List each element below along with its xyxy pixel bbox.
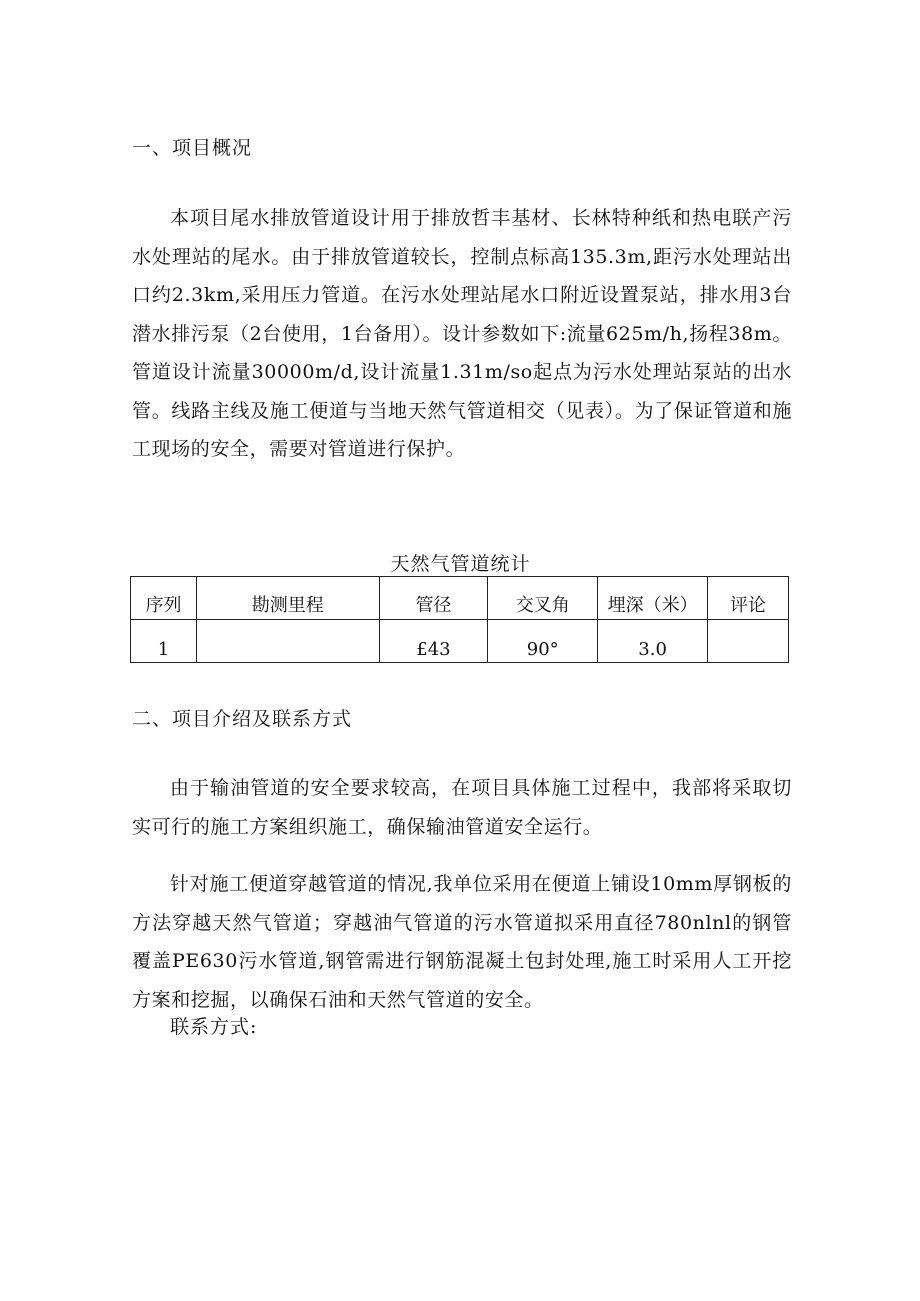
header-cell-index: 序列 <box>131 577 197 620</box>
cell-index: 1 <box>131 620 197 663</box>
header-cell-diameter: 管径 <box>379 577 488 620</box>
cell-comment <box>708 620 789 663</box>
header-cell-mileage: 勘测里程 <box>196 577 379 620</box>
section-2-paragraph-1: 由于输油管道的安全要求较高，在项目具体施工过程中，我部将采取切实可行的施工方案组织施工，确保输油管道安全运行。 <box>132 777 792 838</box>
section-1-paragraph: 本项目尾水排放管道设计用于排放哲丰基材、长林特种纸和热电联产污水处理站的尾水。由于排放管道较长，控制点标高135.3m,距污水处理站出口约2.3km,采用压力管道。在污水处理站尾水口附近设置泵站，排水用3台潜水排污泵（2台使用，1台备用）。设计参数如下:流量625m/h,扬程38m。管道设计流量30000m/d,设计流量1.31m/so起点为污水处理站泵站的出水管。线路主线及施工便道与当地天然气管道相交（见表）。为了保证管道和施工现场的安全，需要对管道进行保护。 <box>132 207 792 460</box>
table-caption: 天然气管道统计 <box>390 553 531 575</box>
section-2-paragraph-2: 针对施工便道穿越管道的情况,我单位采用在便道上铺设10mm厚钢板的方法穿越天然气管道；穿越油气管道的污水管道拟采用直径780nlnl的钢管覆盖PE630污水管道,钢管需进行钢筋混凝土包封处理,施工时采用人工开挖方案和挖掘，以确保石油和天然气管道的安全。 <box>132 873 792 1011</box>
contact-label: 联系方式: <box>170 1016 258 1038</box>
header-cell-angle: 交叉角 <box>488 577 598 620</box>
cell-mileage <box>196 620 379 663</box>
cell-angle: 90° <box>488 620 598 663</box>
table-row <box>131 620 789 663</box>
header-cell-comment: 评论 <box>708 577 789 620</box>
cell-depth: 3.0 <box>598 620 708 663</box>
cell-diameter: £43 <box>379 620 488 663</box>
section-1-heading: 一、项目概况 <box>132 137 253 159</box>
header-cell-depth: 埋深（米） <box>598 577 708 620</box>
gas-pipeline-table <box>130 576 789 663</box>
section-2-heading: 二、项目介绍及联系方式 <box>132 708 353 730</box>
table-header-row <box>131 577 789 620</box>
